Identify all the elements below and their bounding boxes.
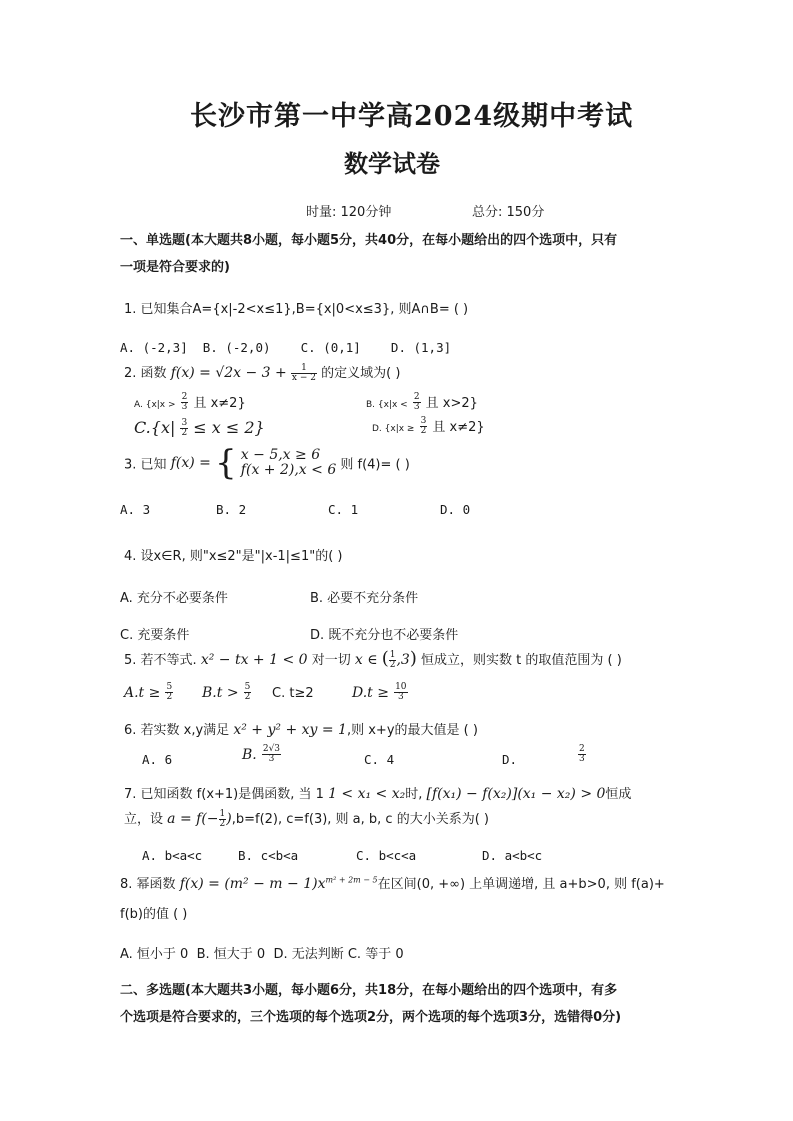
q2-c-den: 2 bbox=[181, 428, 188, 438]
q6-suffix: ,则 x+y的最大值是 ( ) bbox=[346, 723, 478, 738]
q2-a-post: 且 x≠2} bbox=[193, 396, 246, 411]
q2-fraction bbox=[291, 364, 317, 383]
q5-b-pre: B.t > bbox=[202, 685, 239, 701]
q2-c-num: 3 bbox=[181, 418, 188, 428]
q3-case1: x − 5,x ≥ 6 bbox=[240, 447, 321, 463]
section1-heading-line2: 一项是符合要求的) bbox=[120, 260, 230, 275]
q1-stem: 1. 已知集合A={x|-2<x≤1},B={x|0<x≤3}, 则A∩B= ( ) bbox=[124, 302, 469, 317]
q3-brace: { bbox=[215, 443, 237, 483]
q5-prefix: 5. 若不等式. bbox=[124, 653, 197, 668]
q5-paren-open: ( bbox=[381, 648, 389, 669]
q7-a-def: a = f(− bbox=[167, 811, 219, 827]
section2-heading-line1: 二、多选题(本大题共3小题，每小题6分，共18分，在每小题给出的四个选项中，有多 bbox=[120, 983, 618, 998]
q6-option-a: A. 6 bbox=[142, 752, 173, 767]
q2-c-post: ≤ x ≤ 2} bbox=[193, 418, 265, 437]
q5-option-b bbox=[202, 682, 251, 702]
q2-option-a bbox=[134, 392, 246, 412]
q4-option-c: C. 充要条件 bbox=[120, 628, 190, 643]
q3-function: f(x) = bbox=[170, 455, 211, 471]
exam-subtitle: 数学试卷 bbox=[344, 149, 440, 178]
q7-line2-pre: 立，设 bbox=[124, 812, 164, 827]
q4-option-b: B. 必要不充分条件 bbox=[310, 591, 419, 606]
q6-b-pre: B. bbox=[242, 747, 257, 763]
q7-option-a: A. b<a<c bbox=[142, 848, 203, 863]
q6-d-num: 2 bbox=[579, 744, 585, 754]
q5-int-den: 2 bbox=[389, 660, 396, 670]
q8-stem-line1 bbox=[120, 873, 665, 892]
q6-b-den: 3 bbox=[268, 754, 275, 764]
q2-b-pre: B. {x|x < bbox=[366, 400, 408, 410]
q6-b-frac bbox=[262, 745, 281, 764]
q2-function: f(x) = √2x − 3 + bbox=[170, 365, 287, 381]
q2-option-d bbox=[372, 416, 485, 436]
q5-d-pre: D.t ≥ bbox=[352, 685, 389, 701]
q5-suffix: 恒成立，则实数 t 的取值范围为 ( ) bbox=[421, 653, 622, 668]
q3-cases bbox=[241, 448, 336, 478]
q7-line2-post: ,b=f(2), c=f(3), 则 a, b, c 的大小关系为( ) bbox=[231, 812, 489, 827]
q2-frac-den: x − 2 bbox=[291, 373, 316, 383]
q2-d-pre: D. {x|x ≥ bbox=[372, 424, 415, 434]
q8-exponent: m² + 2m − 5 bbox=[325, 875, 378, 885]
q3-suffix: 则 f(4)= ( ) bbox=[340, 457, 410, 473]
q8-function: f(x) = (m² − m − 1)x bbox=[179, 876, 326, 892]
q6-d-den: 3 bbox=[579, 754, 585, 764]
q6-option-b bbox=[242, 744, 281, 764]
q4-stem: 4. 设x∈R, 则"x≤2"是"|x-1|≤1"的( ) bbox=[124, 549, 343, 564]
q5-d-num: 10 bbox=[395, 682, 407, 692]
q6-d-frac bbox=[578, 745, 586, 764]
exam-total-score: 总分: 150分 bbox=[472, 205, 545, 220]
q7-condition: 1 < x₁ < x₂ bbox=[328, 786, 406, 802]
q3-option-b: B. 2 bbox=[216, 502, 247, 517]
q7-prefix: 7. 已知函数 f(x+1)是偶函数, 当 1 bbox=[124, 787, 324, 802]
q6-option-d-value bbox=[578, 744, 586, 764]
q5-b-num: 5 bbox=[244, 682, 251, 692]
q5-x-in: x ∈ bbox=[354, 652, 378, 668]
q2-frac-num: 1 bbox=[291, 364, 317, 374]
q5-b-den: 2 bbox=[244, 692, 251, 702]
q6-equation: x² + y² + xy = 1 bbox=[233, 722, 347, 738]
q2-d-den: 2 bbox=[420, 426, 427, 436]
q7-a-close: ) bbox=[226, 811, 232, 827]
q5-int-num: 1 bbox=[389, 650, 396, 660]
q5-d-den: 3 bbox=[397, 692, 404, 702]
q8-suffix: 在区间(0, +∞) 上单调递增, 且 a+b>0, 则 f(a)+ bbox=[377, 877, 665, 892]
q2-b-num: 2 bbox=[413, 392, 420, 402]
q3-case2: f(x + 2),x < 6 bbox=[240, 462, 337, 478]
q2-prefix: 2. 函数 bbox=[124, 366, 167, 381]
q4-option-d: D. 既不充分也不必要条件 bbox=[310, 628, 459, 643]
q5-paren-close: ) bbox=[409, 648, 417, 669]
q7-stem-line2 bbox=[124, 808, 489, 829]
q2-b-post: 且 x>2} bbox=[425, 396, 478, 411]
q5-int-post: ,3 bbox=[396, 652, 410, 668]
q2-b-frac bbox=[413, 393, 421, 412]
q2-c-pre: C.{x| bbox=[134, 418, 176, 437]
q5-a-pre: A.t ≥ bbox=[124, 685, 161, 701]
q7-a-num: 1 bbox=[219, 809, 226, 819]
q2-d-post: 且 x≠2} bbox=[432, 420, 485, 435]
q5-option-c: C. t≥2 bbox=[272, 686, 314, 701]
q7-option-c: C. b<c<a bbox=[356, 848, 417, 863]
q6-prefix: 6. 若实数 x,y满足 bbox=[124, 723, 230, 738]
q2-a-pre: A. {x|x > bbox=[134, 400, 176, 410]
q8-stem-line2: f(b)的值 ( ) bbox=[120, 907, 188, 922]
q7-stem-line1 bbox=[124, 783, 631, 802]
q6-stem bbox=[124, 719, 478, 738]
q2-a-num: 2 bbox=[181, 392, 188, 402]
q2-d-frac bbox=[420, 417, 428, 436]
q8-prefix: 8. 幂函数 bbox=[120, 877, 176, 892]
q7-a-den: 2 bbox=[219, 819, 226, 829]
q5-a-den: 2 bbox=[166, 692, 173, 702]
section1-heading-line1: 一、单选题(本大题共8小题，每小题5分，共40分，在每小题给出的四个选项中，只有 bbox=[120, 233, 618, 248]
q2-a-den: 3 bbox=[181, 402, 188, 412]
q7-expression: [f(x₁) − f(x₂)](x₁ − x₂) > 0 bbox=[426, 786, 606, 802]
q2-option-b bbox=[366, 392, 478, 412]
q7-option-d: D. a<b<c bbox=[482, 848, 543, 863]
q3-stem bbox=[124, 443, 410, 483]
q7-mid: 时, bbox=[405, 787, 423, 802]
q2-stem bbox=[124, 362, 400, 383]
q2-option-c bbox=[134, 418, 265, 438]
q7-suffix: 恒成 bbox=[605, 787, 632, 802]
section2-heading-line2: 个选项是符合要求的，三个选项的每个选项2分，两个选项的每个选项3分，选错得0分) bbox=[120, 1010, 622, 1025]
q5-a-frac bbox=[165, 683, 173, 702]
q5-b-frac bbox=[244, 683, 252, 702]
q6-option-d: D. bbox=[502, 752, 518, 767]
q8-options: A. 恒小于 0 B. 恒大于 0 D. 无法判断 C. 等于 0 bbox=[120, 947, 404, 962]
q2-c-frac bbox=[180, 419, 188, 438]
q4-option-a: A. 充分不必要条件 bbox=[120, 591, 228, 606]
exam-time: 时量: 120分钟 bbox=[306, 205, 392, 220]
q5-inequality: x² − tx + 1 < 0 bbox=[200, 652, 308, 668]
exam-title: 长沙市第一中学高2024级期中考试 bbox=[190, 101, 634, 132]
q2-suffix: 的定义域为( ) bbox=[321, 366, 401, 381]
q5-d-frac bbox=[394, 683, 407, 702]
q6-b-num: 2√3 bbox=[262, 744, 281, 754]
q3-option-a: A. 3 bbox=[120, 502, 151, 517]
q7-option-b: B. c<b<a bbox=[238, 848, 299, 863]
q5-stem bbox=[124, 648, 622, 670]
q5-option-a bbox=[124, 682, 173, 702]
q2-d-num: 3 bbox=[420, 416, 427, 426]
q2-b-den: 3 bbox=[413, 402, 420, 412]
q3-prefix: 3. 已知 bbox=[124, 457, 167, 473]
q5-option-d bbox=[352, 682, 408, 702]
q3-option-c: C. 1 bbox=[328, 502, 359, 517]
q6-option-c: C. 4 bbox=[364, 752, 395, 767]
q2-a-frac bbox=[181, 393, 189, 412]
q5-a-num: 5 bbox=[166, 682, 173, 692]
q5-mid: 对一切 bbox=[311, 653, 351, 668]
q1-options: A. (-2,3] B. (-2,0) C. (0,1] D. (1,3] bbox=[120, 340, 452, 355]
q3-option-d: D. 0 bbox=[440, 502, 471, 517]
